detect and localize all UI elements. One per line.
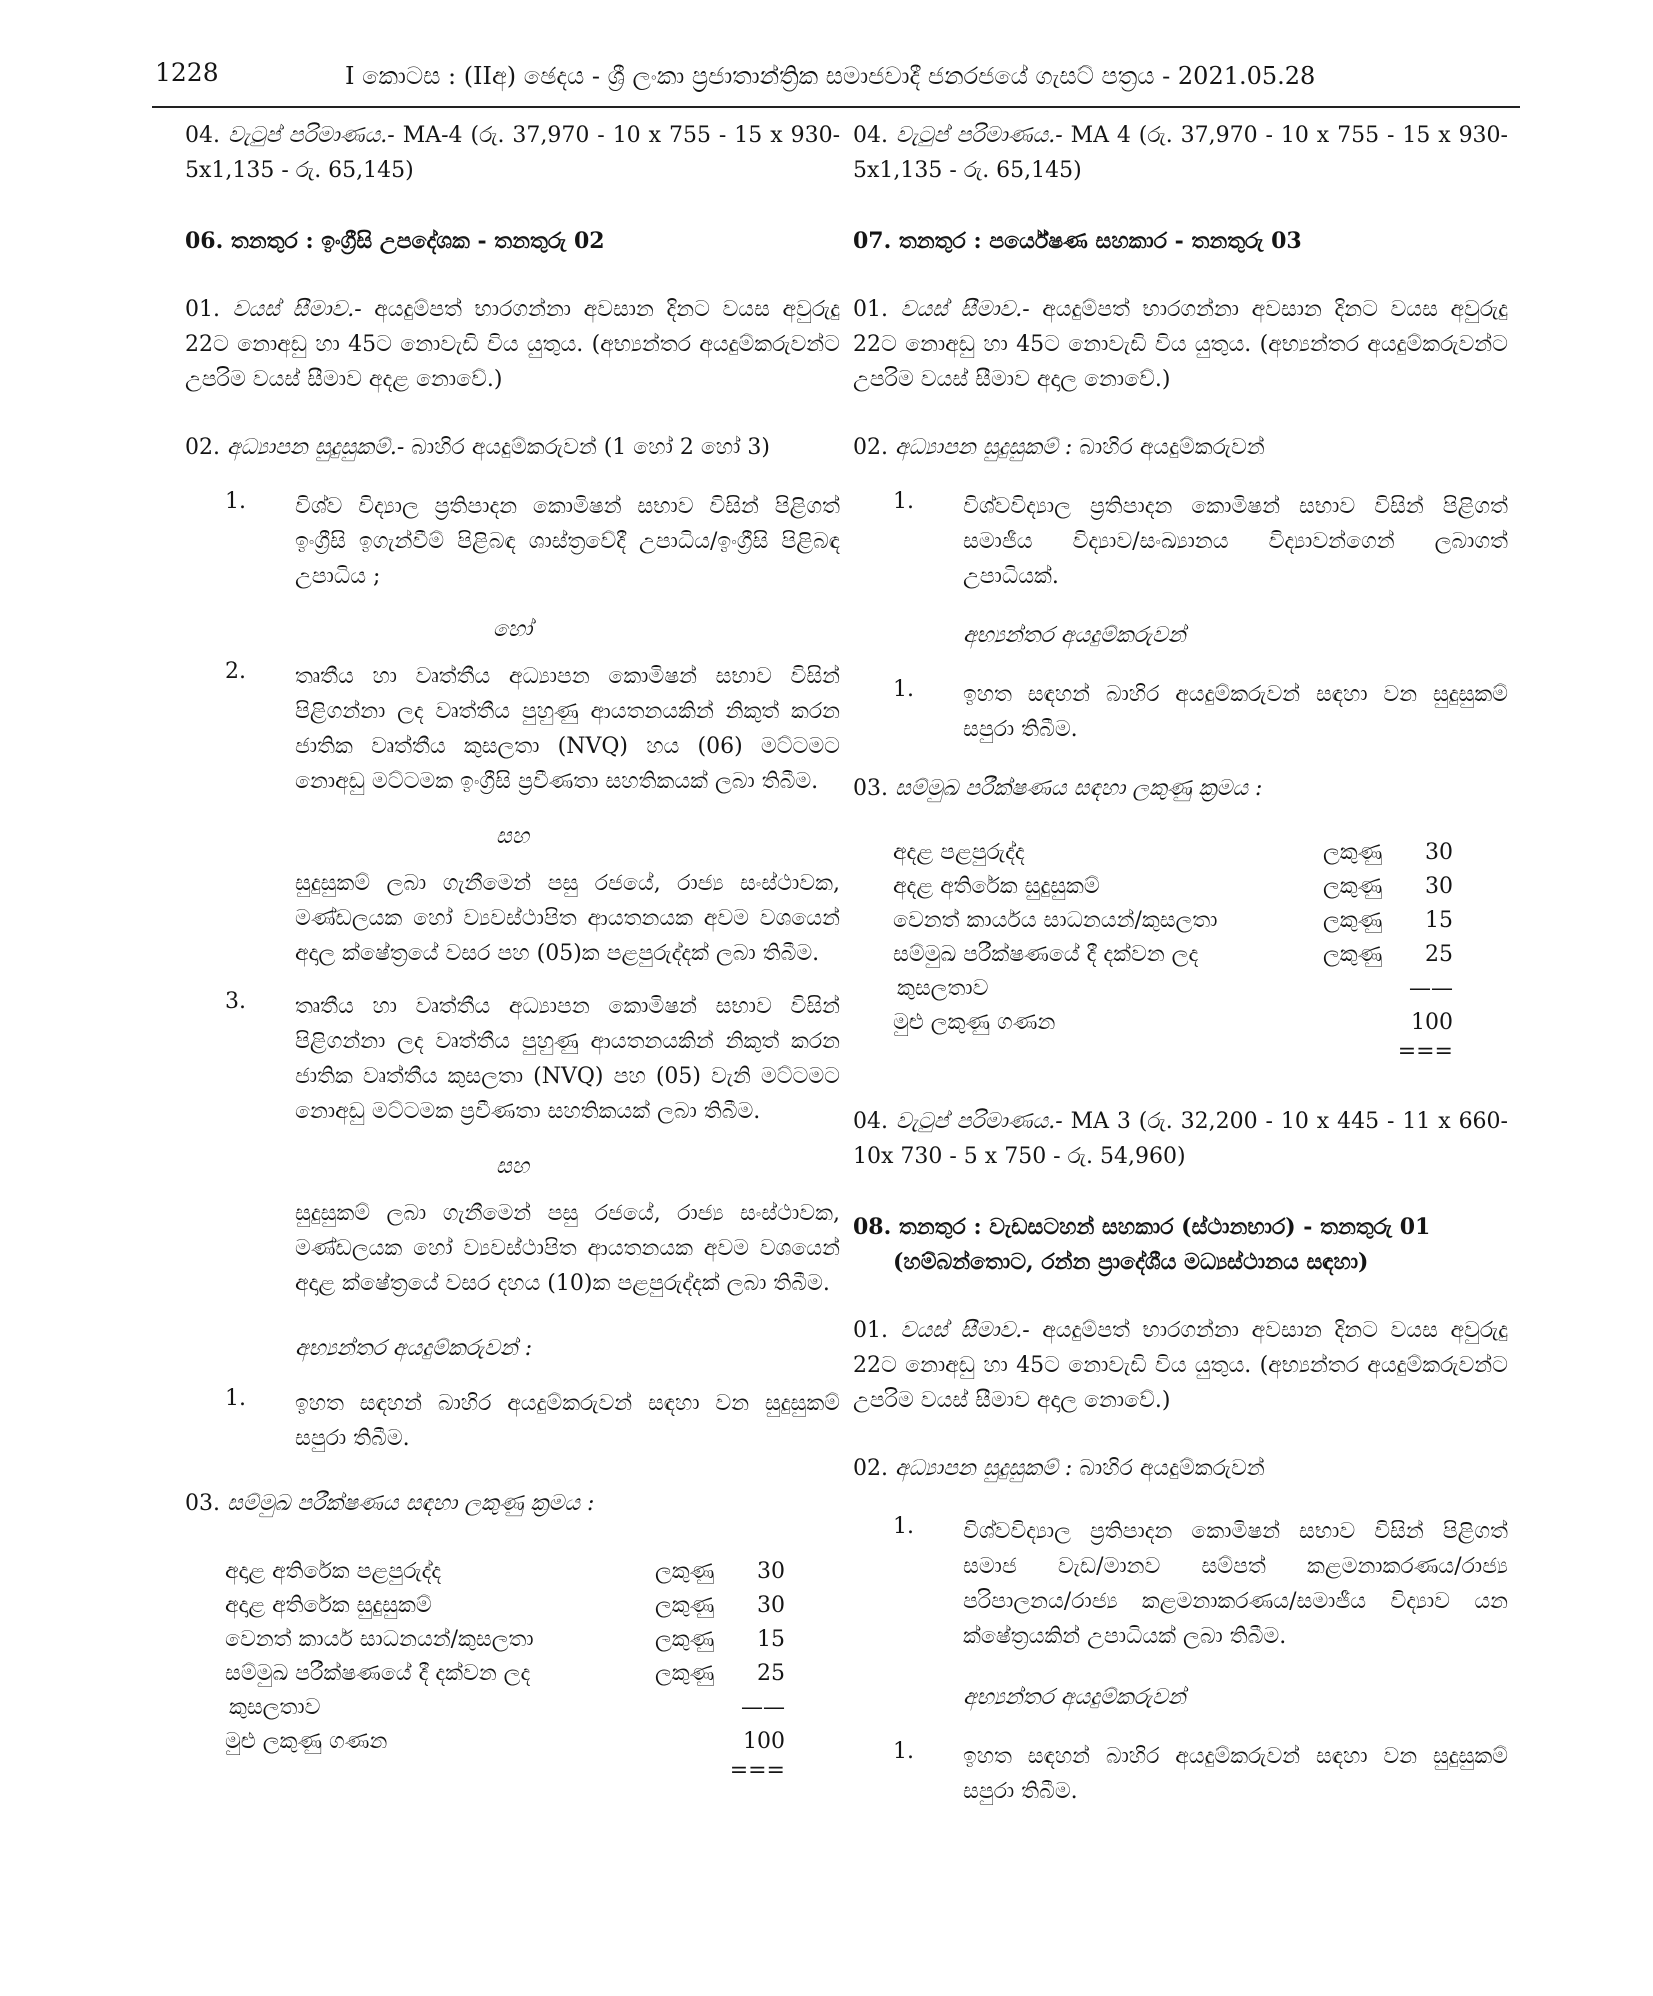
internal-item: 1. ඉහත සඳහන් බාහිර අයදුම්කරුවන් සඳහා වන සුදුසුකම් සපුරා තිබීම. <box>893 677 1508 742</box>
edu-qualifications: 02. අධ්‍යාපන සුදුසුකම් : බාහිර අයදුම්කරුවන් <box>853 1456 1265 1481</box>
experience-text: සුදුසුකම් ලබා ගැනීමෙන් පසු රජයේ, රාජ්‍ය සංස්ථාවක, මණ්ඩලයක හෝ ව්‍යවස්ථාපිත ආයතනයක අවම වශයෙන් අදාල ක්ෂේත්‍රයේ වසර පහ (05)ක පළපුරුද්දක් ලබා තිබීම. <box>295 871 840 966</box>
edu-qualifications: 02. අධ්‍යාපන සුදුසුකම්.- බාහිර අයදුම්කරුවන් (1 හෝ 2 හෝ 3) <box>185 435 770 460</box>
salary-scale: 04. වැටුප් පරිමාණය.- MA-4 (රු. 37,970 - 10 x 755 - 15 x 930-5x1,135 - රු. 65,145) <box>185 123 840 183</box>
marks-total-row: මුළු ලකුණු ගණන 100 <box>225 1729 785 1754</box>
edu-qualifications: 02. අධ්‍යාපන සුදුසුකම් : බාහිර අයදුම්කරුවන් <box>853 435 1265 460</box>
end-rule: === <box>729 1758 785 1783</box>
page-number: 1228 <box>155 58 219 87</box>
post-heading: 06. තනතුර : ඉංග්‍රීසි උපදේශක - තනතුරු 02 <box>185 228 605 254</box>
internal-item: 1. ඉහත සඳහන් බාහිර අයදුම්කරුවන් සඳහා වන සුදුසුකම් සපුරා තිබීම. <box>225 1386 840 1451</box>
right-column <box>853 118 1508 1809</box>
post-heading: 08. තනතුර : වැඩසටහන් සහකාර (ස්ථානභාර) - තනතුරු 01 <box>853 1214 1431 1240</box>
marks-row: වෙනත් කාර්යය සාධනයන්/කුසලතා ලකුණු 15 <box>893 908 1453 933</box>
or-word: හෝ <box>492 617 533 642</box>
and-word: සහ <box>495 1154 530 1179</box>
marks-table <box>893 836 1453 1064</box>
qualification-item: 1. විශ්වවිද්‍යාල ප්‍රතිපාදන කොමිෂන් සභාව විසින් පිළිගත් සමාජ වැඩ/මානව සම්පත් කළමනාකරණය/රාජ්‍ය පරිපාලනය/රාජ්‍ය කළමනාකරණය/සමාජීය විද්‍යාව යන ක්ෂේත්‍රයකින් උපාධියක් ලබා තිබීම. <box>893 1514 1508 1649</box>
age-limit: 01. වයස් සීමාව.- අයදුම්පත් භාරගන්නා අවසාන දිනට වයස අවුරුදු 22ට නොඅඩු හා 45ට නොවැඩි විය යුතුය. (අභ්‍යන්තර අයදුම්කරුවන්ට උපරිම වයස් සීමාව අදළ නොවේ.) <box>185 297 840 392</box>
internal-item: 1. ඉහත සඳහන් බාහිර අයදුම්කරුවන් සඳහා වන සුදුසුකම් සපුරා තිබීම. <box>893 1739 1508 1804</box>
marks-row: අදළ අතිරේක සුදුසුකම් ලකුණු 30 <box>893 874 1453 899</box>
age-limit: 01. වයස් සීමාව.- අයදුම්පත් භාරගන්නා අවසාන දිනට වයස අවුරුදු 22ට නොඅඩු හා 45ට නොවැඩි විය යුතුය. (අභ්‍යන්තර අයදුම්කරුවන්ට උපරිම වයස් සීමාව අදාල නොවේ.) <box>853 297 1508 392</box>
post-subheading: (හම්බන්තොට, රන්න ප්‍රාදේශීය මධ්‍යස්ථානය සඳහා) <box>893 1249 1369 1275</box>
post-heading: 07. තනතුර : පර්යේෂණ සහකාර - තනතුරු 03 <box>853 228 1302 254</box>
qualification-item: 1. විශ්වවිද්‍යාල ප්‍රතිපාදන කොමිෂන් සභාව විසින් පිළිගත් සමාජීය විද්‍යාව/සංඛ්‍යානය විද්‍යාවන්ගෙන් ලබාගත් උපාධියක්. <box>893 489 1508 589</box>
internal-applicants-label: අභ්‍යන්තර අයදුම්කරුවන් <box>963 1685 1186 1710</box>
marks-row: අදාළ අතිරේක සුදුසුකම් ලකුණු 30 <box>225 1593 785 1618</box>
salary-scale: 04. වැටුප් පරිමාණය.- MA 4 (රු. 37,970 - 10 x 755 - 15 x 930-5x1,135 - රු. 65,145) <box>853 123 1508 183</box>
internal-applicants-label: අභ්‍යන්තර අයදුම්කරුවන් <box>963 623 1186 648</box>
marks-row: අදාළ අතිරේක පළපුරුද්ද ලකුණු 30 <box>225 1559 785 1584</box>
age-limit: 01. වයස් සීමාව.- අයදුම්පත් භාරගන්නා අවසාන දිනට වයස අවුරුදු 22ට නොඅඩු හා 45ට නොවැඩි විය යුතුය. (අභ්‍යන්තර අයදුම්කරුවන්ට උපරිම වයස් සීමාව අදාල නොවේ.) <box>853 1318 1508 1413</box>
qualification-item: 3. තෘතීය හා වෘත්තීය අධ්‍යාපන කොමිෂන් සභාව විසින් පිළිගන්නා ලද වෘත්තීය පුහුණු ආයතනයකින් නිකුත් කරන ජාතික වෘත්තීය කුසලතා (NVQ) පහ (05) වැනි මට්ටමට නොඅඩු මට්ටමක ප්‍රවීණතා සහතිකයක් ලබා තිබීම. <box>225 989 840 1124</box>
internal-applicants-label: අභ්‍යන්තර අයදුම්කරුවන් : <box>295 1336 533 1361</box>
marks-row: කුසලතාව —— <box>897 976 1453 1001</box>
marks-table <box>225 1555 785 1783</box>
marks-scheme-heading: 03. සම්මුඛ පරීක්ෂණය සඳහා ලකුණු ක්‍රමය : <box>853 776 1263 801</box>
gazette-title: I කොටස : (IIඅ) ඡෙදය - ශ්‍රී ලංකා ප්‍රජාතාන්ත්‍රික සමාජවාදී ජනරජයේ ගැසට් පත්‍රය - 2021.05.28 <box>345 62 1316 90</box>
salary-scale: 04. වැටුප් පරිමාණය.- MA 3 (රු. 32,200 - 10 x 445 - 11 x 660-10x 730 - 5 x 750 - රු. 54,960) <box>853 1109 1508 1169</box>
qualification-item: 1. විශ්ව විද්‍යාල ප්‍රතිපාදන කොමිෂන් සභාව විසින් පිළිගත් ඉංග්‍රීසි ඉගැන්වීම් පිළිබඳ ශාස්ත්‍රවේදී උපාධිය/ඉංග්‍රීසි පිළිබඳ උපාධිය ; <box>225 489 840 589</box>
end-rule: === <box>1397 1039 1453 1064</box>
marks-scheme-heading: 03. සම්මුඛ පරීක්ෂණය සඳහා ලකුණු ක්‍රමය : <box>185 1491 595 1516</box>
marks-total-row: මුළු ලකුණු ගණන 100 <box>893 1010 1453 1035</box>
page-header <box>155 52 1515 112</box>
header-rule <box>152 106 1520 108</box>
marks-row: අදළ පළපුරුද්ද ලකුණු 30 <box>893 840 1453 865</box>
marks-row: කුසලතාව —— <box>229 1695 785 1720</box>
marks-row: සම්මුඛ පරීක්ෂණයේ දී දක්වන ලද ලකුණු 25 <box>225 1661 785 1686</box>
qualification-item: 2. තෘතීය හා වෘත්තීය අධ්‍යාපන කොමිෂන් සභාව විසින් පිළිගන්නා ලද වෘත්තීය පුහුණු ආයතනයකින් නිකුත් කරන ජාතික වෘත්තීය කුසලතා (NVQ) හය (06) මට්ටමට නොඅඩු මට්ටමක ඉංග්‍රීසි ප්‍රවීණතා සහතිකයක් ලබා තිබීම. <box>225 659 840 794</box>
and-word: සහ <box>495 824 530 849</box>
left-column <box>185 118 840 1783</box>
marks-row: වෙනත් කාර්ය සාධනයන්/කුසලතා ලකුණු 15 <box>225 1627 785 1652</box>
marks-row: සම්මුඛ පරීක්ෂණයේ දී දක්වන ලද ලකුණු 25 <box>893 942 1453 967</box>
experience-text: සුදුසුකම් ලබා ගැනීමෙන් පසු රජයේ, රාජ්‍ය සංස්ථාවක, මණ්ඩලයක හෝ ව්‍යවස්ථාපිත ආයතනයක අවම වශයෙන් අදාළ ක්ෂේත්‍රයේ වසර දහය (10)ක පළපුරුද්දක් ලබා තිබීම. <box>295 1201 840 1296</box>
